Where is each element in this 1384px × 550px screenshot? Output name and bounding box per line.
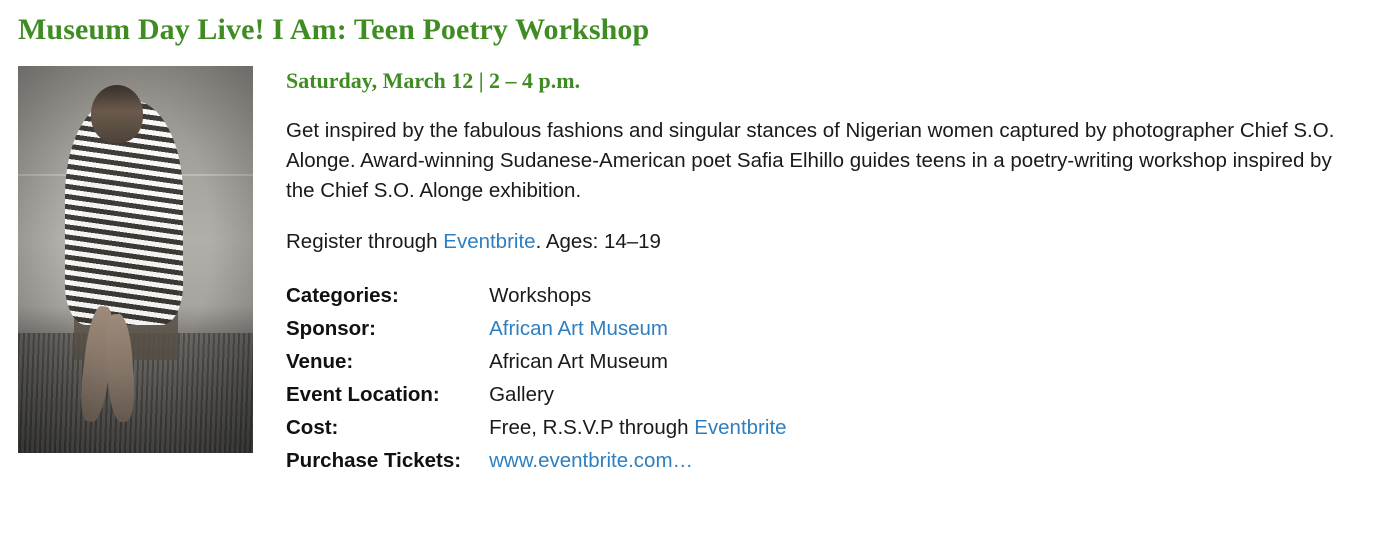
meta-value-event-location: Gallery: [489, 383, 555, 406]
table-row: [286, 282, 787, 315]
meta-label-cost: Cost:: [286, 416, 339, 439]
event-details: [286, 66, 1361, 480]
cost-eventbrite-link[interactable]: Eventbrite: [694, 416, 787, 439]
sponsor-link[interactable]: African Art Museum: [489, 317, 668, 340]
table-row: [286, 315, 787, 348]
event-description: Get inspired by the fabulous fashions and singular stances of Nigerian women captured by photographer Chief S.O. Alonge. Award-winning Sudanese-American poet Safia Elhillo guides teens in a poetry-writing workshop inspired by the Chief S.O. Alonge exhibition.: [286, 119, 1335, 202]
meta-label-purchase-tickets: Purchase Tickets:: [286, 449, 462, 472]
event-date: Saturday, March 12 | 2 – 4 p.m.: [286, 68, 581, 93]
meta-value-sponsor: [489, 315, 786, 348]
meta-label-sponsor: Sponsor:: [286, 317, 376, 340]
meta-label-venue: Venue:: [286, 350, 354, 373]
event-photo: [18, 66, 253, 453]
meta-value-categories: Workshops: [489, 284, 592, 307]
photo-vignette: [18, 66, 253, 453]
page-title: Museum Day Live! I Am: Teen Poetry Workshop: [18, 13, 650, 46]
purchase-tickets-link[interactable]: www.eventbrite.com…: [489, 449, 694, 472]
meta-label-categories: Categories:: [286, 284, 399, 307]
registration-line: [286, 228, 1361, 256]
table-row: [286, 414, 787, 447]
table-row: [286, 447, 787, 480]
cost-text: Free, R.S.V.P through: [489, 416, 695, 439]
meta-value-cost: [489, 414, 786, 447]
table-row: [286, 381, 787, 414]
table-row: [286, 348, 787, 381]
eventbrite-register-link[interactable]: Eventbrite: [443, 230, 536, 253]
register-suffix-text: . Ages: 14–19: [535, 230, 661, 253]
event-meta-table: [286, 282, 787, 480]
meta-label-event-location: Event Location:: [286, 383, 440, 406]
event-content-row: [18, 66, 1384, 480]
meta-value-purchase-tickets: [489, 447, 786, 480]
register-prefix-text: Register through: [286, 230, 444, 253]
portrait-image: [18, 66, 253, 453]
meta-value-venue: African Art Museum: [489, 350, 668, 373]
